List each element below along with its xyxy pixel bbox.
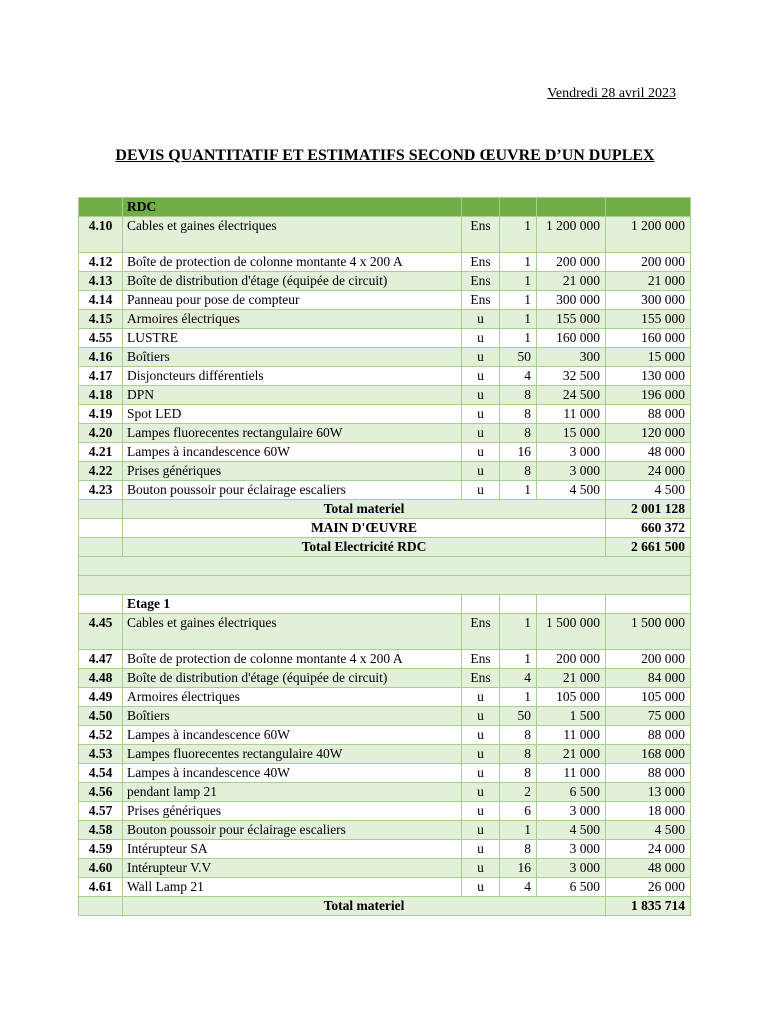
item-designation: Boîtiers <box>123 707 462 726</box>
spacer-row <box>79 576 691 595</box>
empty-cell <box>537 595 606 614</box>
item-code: 4.23 <box>79 481 123 500</box>
item-total: 200 000 <box>606 650 691 669</box>
item-code: 4.21 <box>79 443 123 462</box>
item-unit: Ens <box>462 217 500 253</box>
item-total: 120 000 <box>606 424 691 443</box>
total-row <box>79 538 691 557</box>
item-designation: Lampes fluorecentes rectangulaire 60W <box>123 424 462 443</box>
item-quantity: 1 <box>500 272 537 291</box>
empty-cell <box>79 557 691 576</box>
item-unit-price: 3 000 <box>537 840 606 859</box>
item-unit-price: 1 500 000 <box>537 614 606 650</box>
section-header-row <box>79 595 691 614</box>
item-code: 4.14 <box>79 291 123 310</box>
table-row <box>79 821 691 840</box>
item-quantity: 1 <box>500 481 537 500</box>
item-unit: u <box>462 424 500 443</box>
item-unit-price: 3 000 <box>537 443 606 462</box>
table-row <box>79 386 691 405</box>
item-total: 48 000 <box>606 859 691 878</box>
empty-cell <box>462 198 500 217</box>
item-total: 1 500 000 <box>606 614 691 650</box>
item-unit: Ens <box>462 614 500 650</box>
table-row <box>79 462 691 481</box>
item-quantity: 8 <box>500 764 537 783</box>
item-total: 300 000 <box>606 291 691 310</box>
item-unit: Ens <box>462 291 500 310</box>
table-row <box>79 764 691 783</box>
item-unit-price: 300 <box>537 348 606 367</box>
item-total: 168 000 <box>606 745 691 764</box>
item-quantity: 4 <box>500 367 537 386</box>
item-designation: Boîte de protection de colonne montante 4 x 200 A <box>123 650 462 669</box>
total-value: 660 372 <box>606 519 691 538</box>
item-quantity: 8 <box>500 462 537 481</box>
item-designation: Boîte de distribution d'étage (équipée de circuit) <box>123 669 462 688</box>
item-unit-price: 105 000 <box>537 688 606 707</box>
item-unit: u <box>462 726 500 745</box>
total-row <box>79 519 691 538</box>
item-unit: u <box>462 878 500 897</box>
table-row <box>79 443 691 462</box>
table-row <box>79 726 691 745</box>
item-total: 15 000 <box>606 348 691 367</box>
section-title: RDC <box>123 198 462 217</box>
table-row <box>79 481 691 500</box>
table-row <box>79 650 691 669</box>
item-total: 4 500 <box>606 821 691 840</box>
table-row <box>79 783 691 802</box>
item-designation: Disjoncteurs différentiels <box>123 367 462 386</box>
item-unit-price: 1 500 <box>537 707 606 726</box>
item-total: 84 000 <box>606 669 691 688</box>
empty-cell <box>500 198 537 217</box>
item-code: 4.49 <box>79 688 123 707</box>
item-code: 4.18 <box>79 386 123 405</box>
item-code: 4.17 <box>79 367 123 386</box>
item-unit-price: 11 000 <box>537 405 606 424</box>
item-code: 4.52 <box>79 726 123 745</box>
item-unit: u <box>462 386 500 405</box>
item-unit: u <box>462 329 500 348</box>
item-designation: Spot LED <box>123 405 462 424</box>
item-unit: u <box>462 310 500 329</box>
total-label: Total Electricité RDC <box>123 538 606 557</box>
item-unit: u <box>462 859 500 878</box>
item-unit: Ens <box>462 272 500 291</box>
item-code: 4.48 <box>79 669 123 688</box>
item-unit: u <box>462 443 500 462</box>
item-total: 13 000 <box>606 783 691 802</box>
item-total: 88 000 <box>606 764 691 783</box>
table-row <box>79 367 691 386</box>
item-designation: Boîte de protection de colonne montante 4 x 200 A <box>123 253 462 272</box>
total-label: Total materiel <box>123 500 606 519</box>
item-total: 26 000 <box>606 878 691 897</box>
item-unit: u <box>462 367 500 386</box>
item-quantity: 4 <box>500 878 537 897</box>
item-designation: Cables et gaines électriques <box>123 614 462 650</box>
item-designation: Lampes fluorecentes rectangulaire 40W <box>123 745 462 764</box>
item-quantity: 1 <box>500 688 537 707</box>
item-quantity: 1 <box>500 821 537 840</box>
item-total: 130 000 <box>606 367 691 386</box>
total-value: 2 661 500 <box>606 538 691 557</box>
item-quantity: 4 <box>500 669 537 688</box>
item-code: 4.55 <box>79 329 123 348</box>
item-quantity: 2 <box>500 783 537 802</box>
item-unit: u <box>462 764 500 783</box>
item-designation: Lampes à incandescence 60W <box>123 726 462 745</box>
empty-cell <box>606 198 691 217</box>
table-row <box>79 745 691 764</box>
item-unit: Ens <box>462 253 500 272</box>
item-unit: u <box>462 745 500 764</box>
item-unit-price: 4 500 <box>537 481 606 500</box>
item-total: 18 000 <box>606 802 691 821</box>
document-title: DEVIS QUANTITATIF ET ESTIMATIFS SECOND ŒUVRE D’UN DUPLEX <box>115 147 655 164</box>
item-code: 4.50 <box>79 707 123 726</box>
item-unit-price: 21 000 <box>537 272 606 291</box>
item-quantity: 50 <box>500 348 537 367</box>
item-quantity: 1 <box>500 614 537 650</box>
table-row <box>79 802 691 821</box>
table-row <box>79 253 691 272</box>
item-unit-price: 15 000 <box>537 424 606 443</box>
item-unit: Ens <box>462 669 500 688</box>
item-total: 48 000 <box>606 443 691 462</box>
item-total: 4 500 <box>606 481 691 500</box>
item-code: 4.45 <box>79 614 123 650</box>
item-designation: Prises génériques <box>123 802 462 821</box>
item-unit: u <box>462 348 500 367</box>
item-unit-price: 200 000 <box>537 253 606 272</box>
empty-cell <box>79 595 123 614</box>
item-unit: u <box>462 840 500 859</box>
item-quantity: 1 <box>500 217 537 253</box>
item-code: 4.15 <box>79 310 123 329</box>
item-designation: Bouton poussoir pour éclairage escaliers <box>123 481 462 500</box>
empty-cell <box>462 595 500 614</box>
item-unit-price: 6 500 <box>537 783 606 802</box>
item-code: 4.13 <box>79 272 123 291</box>
item-designation: Boîte de distribution d'étage (équipée de circuit) <box>123 272 462 291</box>
item-designation: Armoires électriques <box>123 688 462 707</box>
item-quantity: 16 <box>500 443 537 462</box>
empty-cell <box>79 538 123 557</box>
item-unit: u <box>462 707 500 726</box>
empty-cell <box>79 519 123 538</box>
item-unit-price: 1 200 000 <box>537 217 606 253</box>
item-quantity: 1 <box>500 310 537 329</box>
item-designation: DPN <box>123 386 462 405</box>
item-designation: Armoires électriques <box>123 310 462 329</box>
item-unit: u <box>462 462 500 481</box>
item-total: 88 000 <box>606 726 691 745</box>
item-unit-price: 11 000 <box>537 764 606 783</box>
empty-cell <box>606 595 691 614</box>
empty-cell <box>79 576 691 595</box>
item-total: 160 000 <box>606 329 691 348</box>
item-designation: LUSTRE <box>123 329 462 348</box>
item-quantity: 1 <box>500 329 537 348</box>
item-designation: Bouton poussoir pour éclairage escaliers <box>123 821 462 840</box>
item-total: 105 000 <box>606 688 691 707</box>
table-row <box>79 878 691 897</box>
item-unit-price: 21 000 <box>537 669 606 688</box>
item-quantity: 8 <box>500 745 537 764</box>
item-unit-price: 3 000 <box>537 859 606 878</box>
table-row <box>79 688 691 707</box>
item-code: 4.60 <box>79 859 123 878</box>
section-header-row <box>79 198 691 217</box>
item-unit-price: 32 500 <box>537 367 606 386</box>
item-code: 4.47 <box>79 650 123 669</box>
item-unit-price: 11 000 <box>537 726 606 745</box>
item-total: 1 200 000 <box>606 217 691 253</box>
empty-cell <box>500 595 537 614</box>
item-designation: Wall Lamp 21 <box>123 878 462 897</box>
item-code: 4.54 <box>79 764 123 783</box>
item-quantity: 50 <box>500 707 537 726</box>
item-total: 21 000 <box>606 272 691 291</box>
item-quantity: 16 <box>500 859 537 878</box>
total-row <box>79 500 691 519</box>
quote-table-body <box>79 198 691 916</box>
item-total: 88 000 <box>606 405 691 424</box>
item-unit: u <box>462 821 500 840</box>
item-code: 4.57 <box>79 802 123 821</box>
item-unit: u <box>462 802 500 821</box>
total-label: MAIN D'ŒUVRE <box>123 519 606 538</box>
item-unit: u <box>462 481 500 500</box>
item-quantity: 1 <box>500 253 537 272</box>
item-code: 4.16 <box>79 348 123 367</box>
item-designation: Boîtiers <box>123 348 462 367</box>
table-row <box>79 217 691 253</box>
table-row <box>79 707 691 726</box>
item-code: 4.58 <box>79 821 123 840</box>
item-unit-price: 21 000 <box>537 745 606 764</box>
item-unit-price: 6 500 <box>537 878 606 897</box>
item-unit-price: 24 500 <box>537 386 606 405</box>
quote-table <box>78 197 691 916</box>
item-designation: Intérupteur V.V <box>123 859 462 878</box>
item-total: 196 000 <box>606 386 691 405</box>
item-quantity: 8 <box>500 405 537 424</box>
item-code: 4.20 <box>79 424 123 443</box>
empty-cell <box>79 500 123 519</box>
item-quantity: 8 <box>500 840 537 859</box>
item-unit: u <box>462 405 500 424</box>
table-row <box>79 859 691 878</box>
item-unit-price: 4 500 <box>537 821 606 840</box>
empty-cell <box>79 198 123 217</box>
item-code: 4.61 <box>79 878 123 897</box>
item-quantity: 8 <box>500 726 537 745</box>
document-date: Vendredi 28 avril 2023 <box>547 86 676 101</box>
item-unit: u <box>462 688 500 707</box>
spacer-row <box>79 557 691 576</box>
item-designation: Intérupteur SA <box>123 840 462 859</box>
total-value: 2 001 128 <box>606 500 691 519</box>
empty-cell <box>79 897 123 916</box>
item-unit: u <box>462 783 500 802</box>
table-row <box>79 405 691 424</box>
item-quantity: 8 <box>500 424 537 443</box>
table-row <box>79 310 691 329</box>
table-row <box>79 840 691 859</box>
item-code: 4.22 <box>79 462 123 481</box>
total-label: Total materiel <box>123 897 606 916</box>
item-quantity: 8 <box>500 386 537 405</box>
item-designation: pendant lamp 21 <box>123 783 462 802</box>
item-designation: Prises génériques <box>123 462 462 481</box>
item-unit-price: 155 000 <box>537 310 606 329</box>
item-unit-price: 3 000 <box>537 462 606 481</box>
item-code: 4.59 <box>79 840 123 859</box>
table-row <box>79 329 691 348</box>
item-unit: Ens <box>462 650 500 669</box>
table-row <box>79 424 691 443</box>
item-total: 24 000 <box>606 462 691 481</box>
item-designation: Cables et gaines électriques <box>123 217 462 253</box>
item-total: 24 000 <box>606 840 691 859</box>
item-designation: Lampes à incandescence 60W <box>123 443 462 462</box>
table-row <box>79 669 691 688</box>
item-code: 4.19 <box>79 405 123 424</box>
section-title: Etage 1 <box>123 595 462 614</box>
table-row <box>79 291 691 310</box>
table-row <box>79 272 691 291</box>
item-total: 200 000 <box>606 253 691 272</box>
item-total: 75 000 <box>606 707 691 726</box>
item-code: 4.53 <box>79 745 123 764</box>
table-row <box>79 614 691 650</box>
item-quantity: 6 <box>500 802 537 821</box>
item-designation: Lampes à incandescence 40W <box>123 764 462 783</box>
item-unit-price: 160 000 <box>537 329 606 348</box>
total-value: 1 835 714 <box>606 897 691 916</box>
item-unit-price: 200 000 <box>537 650 606 669</box>
item-designation: Panneau pour pose de compteur <box>123 291 462 310</box>
empty-cell <box>537 198 606 217</box>
table-row <box>79 348 691 367</box>
item-code: 4.10 <box>79 217 123 253</box>
item-unit-price: 3 000 <box>537 802 606 821</box>
total-row <box>79 897 691 916</box>
item-quantity: 1 <box>500 650 537 669</box>
item-code: 4.12 <box>79 253 123 272</box>
item-unit-price: 300 000 <box>537 291 606 310</box>
item-code: 4.56 <box>79 783 123 802</box>
item-total: 155 000 <box>606 310 691 329</box>
item-quantity: 1 <box>500 291 537 310</box>
